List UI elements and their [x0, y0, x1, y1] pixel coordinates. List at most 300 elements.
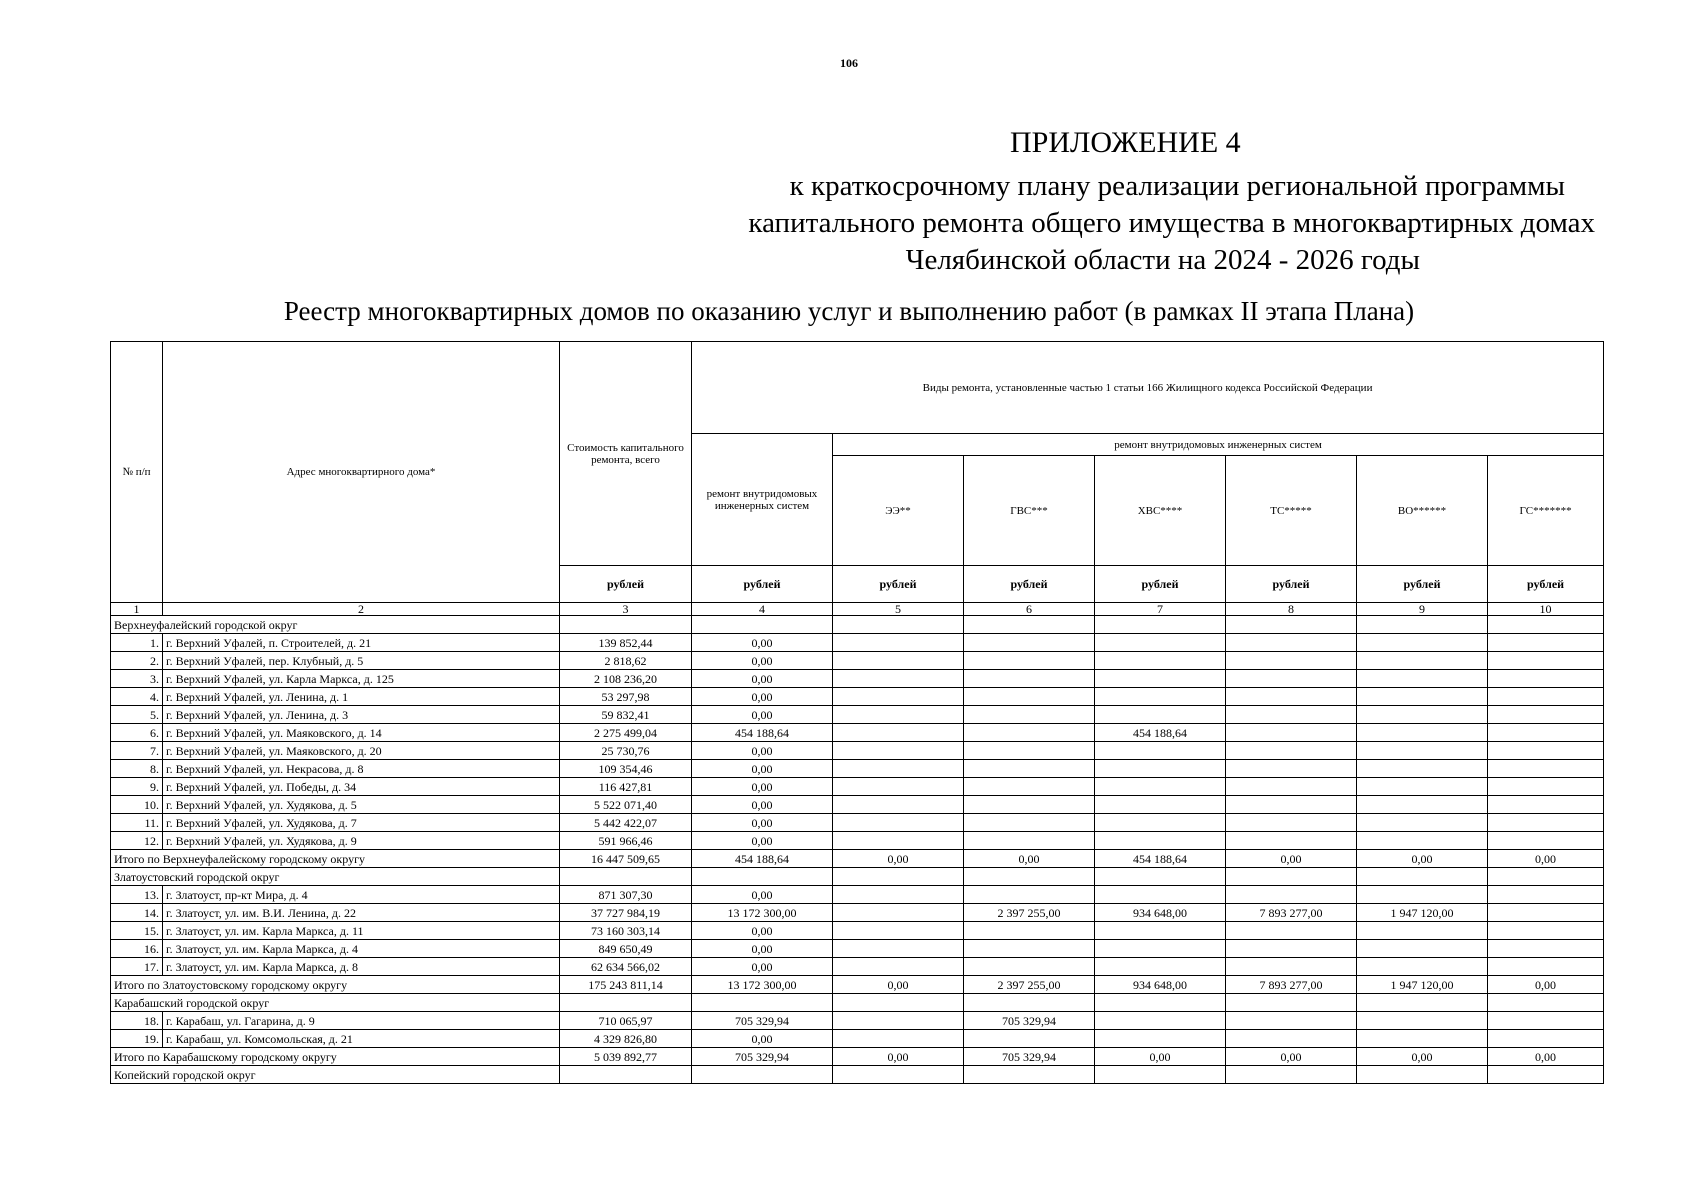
empty-cell: [1226, 868, 1357, 886]
row-value-c8: [1226, 778, 1357, 796]
total-label: Итого по Карабашскому городскому округу: [111, 1048, 560, 1066]
header-gs: ГС*******: [1488, 456, 1604, 566]
row-value-c4: 0,00: [692, 832, 833, 850]
row-address: г. Златоуст, ул. им. Карла Маркса, д. 4: [163, 940, 560, 958]
table-row: [111, 904, 1604, 922]
row-value-c3: 109 354,46: [560, 760, 692, 778]
row-number: 18.: [111, 1012, 163, 1030]
unit-col-5: рублей: [833, 566, 964, 603]
row-value-c4: 0,00: [692, 778, 833, 796]
row-value-c10: [1488, 1012, 1604, 1030]
row-value-c10: [1488, 1030, 1604, 1048]
row-value-c6: 2 397 255,00: [964, 904, 1095, 922]
row-value-c6: [964, 742, 1095, 760]
row-value-c7: [1095, 652, 1226, 670]
table-row: [111, 742, 1604, 760]
header-ts: ТС*****: [1226, 456, 1357, 566]
row-value-c3: 4 329 826,80: [560, 1030, 692, 1048]
row-number: 10.: [111, 796, 163, 814]
column-number: 10: [1488, 603, 1604, 616]
row-value-c6: [964, 922, 1095, 940]
row-value-c9: [1357, 886, 1488, 904]
row-value-c8: [1226, 634, 1357, 652]
empty-cell: [1095, 616, 1226, 634]
row-address: г. Верхний Уфалей, ул. Карла Маркса, д. 125: [163, 670, 560, 688]
row-number: 11.: [111, 814, 163, 832]
row-address: г. Верхний Уфалей, пер. Клубный, д. 5: [163, 652, 560, 670]
row-value-c5: [833, 634, 964, 652]
row-value-c4: 0,00: [692, 922, 833, 940]
page-number: 106: [840, 56, 858, 70]
empty-cell: [692, 1066, 833, 1084]
row-value-c10: [1488, 778, 1604, 796]
row-number: 3.: [111, 670, 163, 688]
row-value-c10: [1488, 706, 1604, 724]
row-value-c8: [1226, 670, 1357, 688]
total-value-c9: 0,00: [1357, 850, 1488, 868]
row-value-c8: [1226, 940, 1357, 958]
row-value-c7: 934 648,00: [1095, 904, 1226, 922]
row-value-c3: 2 818,62: [560, 652, 692, 670]
row-value-c5: [833, 724, 964, 742]
header-cost-total: Стоимость капитального ремонта, всего: [560, 342, 692, 566]
row-value-c10: [1488, 922, 1604, 940]
row-value-c10: [1488, 724, 1604, 742]
row-number: 13.: [111, 886, 163, 904]
appendix-title: ПРИЛОЖЕНИЕ 4: [1010, 126, 1241, 159]
total-row: [111, 976, 1604, 994]
empty-cell: [1357, 868, 1488, 886]
row-value-c4: 0,00: [692, 958, 833, 976]
row-value-c6: [964, 796, 1095, 814]
row-value-c9: [1357, 742, 1488, 760]
total-value-c4: 705 329,94: [692, 1048, 833, 1066]
total-value-c9: 0,00: [1357, 1048, 1488, 1066]
row-value-c4: 0,00: [692, 742, 833, 760]
total-value-c4: 454 188,64: [692, 850, 833, 868]
row-value-c3: 59 832,41: [560, 706, 692, 724]
table-row: [111, 724, 1604, 742]
column-number: 5: [833, 603, 964, 616]
row-value-c6: [964, 814, 1095, 832]
appendix-line-1: к краткосрочному плану реализации региональной программы: [789, 170, 1565, 202]
row-value-c7: [1095, 796, 1226, 814]
row-value-c6: [964, 724, 1095, 742]
row-value-c6: [964, 670, 1095, 688]
row-value-c9: [1357, 922, 1488, 940]
row-value-c4: 0,00: [692, 652, 833, 670]
row-number: 9.: [111, 778, 163, 796]
row-value-c5: [833, 814, 964, 832]
table-row: [111, 706, 1604, 724]
row-number: 16.: [111, 940, 163, 958]
total-value-c8: 7 893 277,00: [1226, 976, 1357, 994]
table-row: [111, 958, 1604, 976]
empty-cell: [1488, 1066, 1604, 1084]
empty-cell: [1357, 1066, 1488, 1084]
column-number: 4: [692, 603, 833, 616]
row-number: 17.: [111, 958, 163, 976]
row-address: г. Верхний Уфалей, ул. Ленина, д. 3: [163, 706, 560, 724]
row-value-c3: 73 160 303,14: [560, 922, 692, 940]
row-value-c5: [833, 652, 964, 670]
row-value-c7: [1095, 922, 1226, 940]
row-value-c5: [833, 922, 964, 940]
row-value-c6: [964, 634, 1095, 652]
row-address: г. Златоуст, ул. им. В.И. Ленина, д. 22: [163, 904, 560, 922]
header-ee: ЭЭ**: [833, 456, 964, 566]
row-number: 5.: [111, 706, 163, 724]
row-value-c10: [1488, 760, 1604, 778]
row-address: г. Златоуст, пр-кт Мира, д. 4: [163, 886, 560, 904]
row-value-c8: [1226, 958, 1357, 976]
row-number: 19.: [111, 1030, 163, 1048]
row-value-c3: 116 427,81: [560, 778, 692, 796]
row-value-c9: [1357, 688, 1488, 706]
row-value-c8: [1226, 1030, 1357, 1048]
row-value-c9: [1357, 814, 1488, 832]
table-row: [111, 652, 1604, 670]
row-value-c10: [1488, 958, 1604, 976]
column-number-row: [111, 603, 1604, 616]
row-value-c4: 0,00: [692, 796, 833, 814]
row-value-c3: 25 730,76: [560, 742, 692, 760]
empty-cell: [560, 1066, 692, 1084]
row-value-c5: [833, 1030, 964, 1048]
row-value-c9: [1357, 778, 1488, 796]
column-number: 3: [560, 603, 692, 616]
row-number: 8.: [111, 760, 163, 778]
row-value-c8: [1226, 922, 1357, 940]
row-value-c6: 705 329,94: [964, 1012, 1095, 1030]
row-value-c8: [1226, 652, 1357, 670]
group-name: Копейский городской округ: [111, 1066, 560, 1084]
row-value-c3: 2 108 236,20: [560, 670, 692, 688]
row-value-c9: [1357, 1030, 1488, 1048]
empty-cell: [560, 994, 692, 1012]
row-value-c7: [1095, 706, 1226, 724]
total-label: Итого по Златоустовскому городскому округу: [111, 976, 560, 994]
group-name: Златоустовский городской округ: [111, 868, 560, 886]
row-value-c6: [964, 706, 1095, 724]
total-value-c3: 5 039 892,77: [560, 1048, 692, 1066]
row-address: г. Верхний Уфалей, ул. Маяковского, д. 20: [163, 742, 560, 760]
empty-cell: [1095, 868, 1226, 886]
row-value-c5: [833, 940, 964, 958]
appendix-line-3: Челябинской области на 2024 - 2026 годы: [905, 244, 1420, 276]
row-value-c6: [964, 688, 1095, 706]
row-value-c10: [1488, 796, 1604, 814]
empty-cell: [560, 616, 692, 634]
row-value-c9: [1357, 652, 1488, 670]
empty-cell: [964, 868, 1095, 886]
header-num: № п/п: [111, 342, 163, 603]
row-value-c4: 0,00: [692, 760, 833, 778]
row-value-c8: 7 893 277,00: [1226, 904, 1357, 922]
row-value-c9: [1357, 670, 1488, 688]
row-value-c10: [1488, 832, 1604, 850]
header-repair-types: Виды ремонта, установленные частью 1 статьи 166 Жилищного кодекса Российской Федерации: [692, 342, 1604, 434]
empty-cell: [1226, 1066, 1357, 1084]
row-value-c5: [833, 1012, 964, 1030]
empty-cell: [1488, 994, 1604, 1012]
row-value-c6: [964, 652, 1095, 670]
row-value-c3: 710 065,97: [560, 1012, 692, 1030]
row-value-c5: [833, 760, 964, 778]
row-value-c10: [1488, 742, 1604, 760]
empty-cell: [833, 1066, 964, 1084]
table-row: [111, 688, 1604, 706]
row-address: г. Верхний Уфалей, ул. Ленина, д. 1: [163, 688, 560, 706]
empty-cell: [1226, 616, 1357, 634]
table-row: [111, 922, 1604, 940]
empty-cell: [692, 994, 833, 1012]
row-address: г. Верхний Уфалей, ул. Худякова, д. 7: [163, 814, 560, 832]
row-value-c7: [1095, 760, 1226, 778]
column-number: 6: [964, 603, 1095, 616]
empty-cell: [964, 616, 1095, 634]
row-value-c7: [1095, 670, 1226, 688]
row-value-c7: [1095, 886, 1226, 904]
row-value-c9: [1357, 940, 1488, 958]
group-row: [111, 616, 1604, 634]
row-value-c8: [1226, 706, 1357, 724]
row-value-c4: 0,00: [692, 706, 833, 724]
row-value-c3: 37 727 984,19: [560, 904, 692, 922]
row-address: г. Карабаш, ул. Гагарина, д. 9: [163, 1012, 560, 1030]
row-value-c6: [964, 1030, 1095, 1048]
row-value-c5: [833, 832, 964, 850]
row-value-c9: 1 947 120,00: [1357, 904, 1488, 922]
row-value-c8: [1226, 886, 1357, 904]
row-value-c7: [1095, 634, 1226, 652]
row-address: г. Златоуст, ул. им. Карла Маркса, д. 8: [163, 958, 560, 976]
total-value-c9: 1 947 120,00: [1357, 976, 1488, 994]
row-value-c4: 0,00: [692, 814, 833, 832]
total-value-c3: 16 447 509,65: [560, 850, 692, 868]
row-value-c10: [1488, 886, 1604, 904]
unit-col-6: рублей: [964, 566, 1095, 603]
total-value-c6: 705 329,94: [964, 1048, 1095, 1066]
row-value-c4: 0,00: [692, 940, 833, 958]
appendix-line-2: капитального ремонта общего имущества в многоквартирных домах: [748, 207, 1595, 239]
row-value-c5: [833, 904, 964, 922]
empty-cell: [1095, 994, 1226, 1012]
row-address: г. Верхний Уфалей, ул. Некрасова, д. 8: [163, 760, 560, 778]
group-row: [111, 868, 1604, 886]
group-name: Верхнеуфалейский городской округ: [111, 616, 560, 634]
total-value-c8: 0,00: [1226, 1048, 1357, 1066]
row-value-c4: 705 329,94: [692, 1012, 833, 1030]
unit-col-7: рублей: [1095, 566, 1226, 603]
group-row: [111, 1066, 1604, 1084]
empty-cell: [1488, 616, 1604, 634]
row-value-c7: [1095, 958, 1226, 976]
total-value-c10: 0,00: [1488, 976, 1604, 994]
row-value-c8: [1226, 1012, 1357, 1030]
empty-cell: [692, 868, 833, 886]
row-number: 1.: [111, 634, 163, 652]
row-value-c9: [1357, 760, 1488, 778]
column-number: 8: [1226, 603, 1357, 616]
total-row: [111, 850, 1604, 868]
header-gvs: ГВС***: [964, 456, 1095, 566]
row-number: 2.: [111, 652, 163, 670]
unit-col-8: рублей: [1226, 566, 1357, 603]
row-value-c9: [1357, 832, 1488, 850]
row-value-c3: 139 852,44: [560, 634, 692, 652]
header-engineering-total: ремонт внутридомовых инженерных систем: [692, 434, 833, 566]
table-row: [111, 886, 1604, 904]
row-value-c10: [1488, 670, 1604, 688]
table-row: [111, 796, 1604, 814]
registry-subtitle: Реестр многоквартирных домов по оказанию услуг и выполнению работ (в рамках II этапа Плана): [283, 296, 1415, 326]
row-value-c5: [833, 742, 964, 760]
row-value-c4: 0,00: [692, 1030, 833, 1048]
row-value-c7: [1095, 1012, 1226, 1030]
row-value-c6: [964, 958, 1095, 976]
total-value-c5: 0,00: [833, 850, 964, 868]
column-number: 7: [1095, 603, 1226, 616]
row-value-c7: 454 188,64: [1095, 724, 1226, 742]
row-value-c8: [1226, 796, 1357, 814]
row-value-c4: 454 188,64: [692, 724, 833, 742]
unit-col-10: рублей: [1488, 566, 1604, 603]
row-address: г. Верхний Уфалей, ул. Худякова, д. 5: [163, 796, 560, 814]
row-value-c3: 62 634 566,02: [560, 958, 692, 976]
row-value-c7: [1095, 742, 1226, 760]
total-value-c6: 0,00: [964, 850, 1095, 868]
row-value-c10: [1488, 634, 1604, 652]
empty-cell: [692, 616, 833, 634]
row-value-c9: [1357, 706, 1488, 724]
column-number: 1: [111, 603, 163, 616]
table-row: [111, 814, 1604, 832]
row-value-c8: [1226, 814, 1357, 832]
unit-col-4: рублей: [692, 566, 833, 603]
total-value-c7: 934 648,00: [1095, 976, 1226, 994]
row-value-c8: [1226, 688, 1357, 706]
row-value-c9: [1357, 724, 1488, 742]
row-value-c8: [1226, 760, 1357, 778]
row-value-c5: [833, 706, 964, 724]
total-value-c7: 0,00: [1095, 1048, 1226, 1066]
table-row: [111, 760, 1604, 778]
row-value-c4: 13 172 300,00: [692, 904, 833, 922]
row-value-c9: [1357, 634, 1488, 652]
row-value-c7: [1095, 940, 1226, 958]
row-address: г. Верхний Уфалей, п. Строителей, д. 21: [163, 634, 560, 652]
row-value-c9: [1357, 1012, 1488, 1030]
total-value-c10: 0,00: [1488, 850, 1604, 868]
row-value-c7: [1095, 688, 1226, 706]
unit-col-9: рублей: [1357, 566, 1488, 603]
row-value-c5: [833, 688, 964, 706]
row-value-c5: [833, 670, 964, 688]
row-value-c4: 0,00: [692, 688, 833, 706]
row-number: 12.: [111, 832, 163, 850]
empty-cell: [1357, 616, 1488, 634]
table-row: [111, 832, 1604, 850]
table-row: [111, 670, 1604, 688]
row-value-c4: 0,00: [692, 634, 833, 652]
row-value-c8: [1226, 832, 1357, 850]
total-row: [111, 1048, 1604, 1066]
row-value-c5: [833, 958, 964, 976]
table-row: [111, 940, 1604, 958]
total-label: Итого по Верхнеуфалейскому городскому округу: [111, 850, 560, 868]
total-value-c10: 0,00: [1488, 1048, 1604, 1066]
row-value-c7: [1095, 1030, 1226, 1048]
row-value-c9: [1357, 958, 1488, 976]
empty-cell: [964, 1066, 1095, 1084]
table-row: [111, 634, 1604, 652]
total-value-c5: 0,00: [833, 1048, 964, 1066]
row-value-c3: 2 275 499,04: [560, 724, 692, 742]
row-address: г. Верхний Уфалей, ул. Худякова, д. 9: [163, 832, 560, 850]
row-number: 15.: [111, 922, 163, 940]
row-address: г. Златоуст, ул. им. Карла Маркса, д. 11: [163, 922, 560, 940]
row-value-c3: 5 522 071,40: [560, 796, 692, 814]
row-value-c3: 591 966,46: [560, 832, 692, 850]
registry-body: [111, 616, 1604, 1084]
total-value-c7: 454 188,64: [1095, 850, 1226, 868]
table-row: [111, 778, 1604, 796]
total-value-c3: 175 243 811,14: [560, 976, 692, 994]
row-value-c10: [1488, 904, 1604, 922]
row-value-c3: 5 442 422,07: [560, 814, 692, 832]
column-number: 2: [163, 603, 560, 616]
table-row: [111, 1030, 1604, 1048]
header-vo: ВО******: [1357, 456, 1488, 566]
row-number: 4.: [111, 688, 163, 706]
registry-table: [110, 341, 1604, 1084]
row-value-c9: [1357, 796, 1488, 814]
empty-cell: [1095, 1066, 1226, 1084]
empty-cell: [560, 868, 692, 886]
row-value-c7: [1095, 778, 1226, 796]
row-value-c6: [964, 832, 1095, 850]
empty-cell: [1226, 994, 1357, 1012]
row-value-c10: [1488, 940, 1604, 958]
row-value-c6: [964, 778, 1095, 796]
row-value-c3: 871 307,30: [560, 886, 692, 904]
row-value-c4: 0,00: [692, 886, 833, 904]
row-address: г. Верхний Уфалей, ул. Маяковского, д. 14: [163, 724, 560, 742]
row-value-c4: 0,00: [692, 670, 833, 688]
header-address: Адрес многоквартирного дома*: [163, 342, 560, 603]
empty-cell: [833, 616, 964, 634]
row-number: 14.: [111, 904, 163, 922]
row-value-c10: [1488, 688, 1604, 706]
header-hvs: ХВС****: [1095, 456, 1226, 566]
total-value-c4: 13 172 300,00: [692, 976, 833, 994]
table-row: [111, 1012, 1604, 1030]
empty-cell: [833, 994, 964, 1012]
row-value-c8: [1226, 724, 1357, 742]
row-value-c6: [964, 886, 1095, 904]
group-name: Карабашский городской округ: [111, 994, 560, 1012]
row-value-c8: [1226, 742, 1357, 760]
header-engineering: ремонт внутридомовых инженерных систем: [833, 434, 1604, 456]
column-number: 9: [1357, 603, 1488, 616]
row-number: 7.: [111, 742, 163, 760]
row-value-c7: [1095, 832, 1226, 850]
unit-col-3: рублей: [560, 566, 692, 603]
empty-cell: [833, 868, 964, 886]
row-value-c5: [833, 796, 964, 814]
group-row: [111, 994, 1604, 1012]
